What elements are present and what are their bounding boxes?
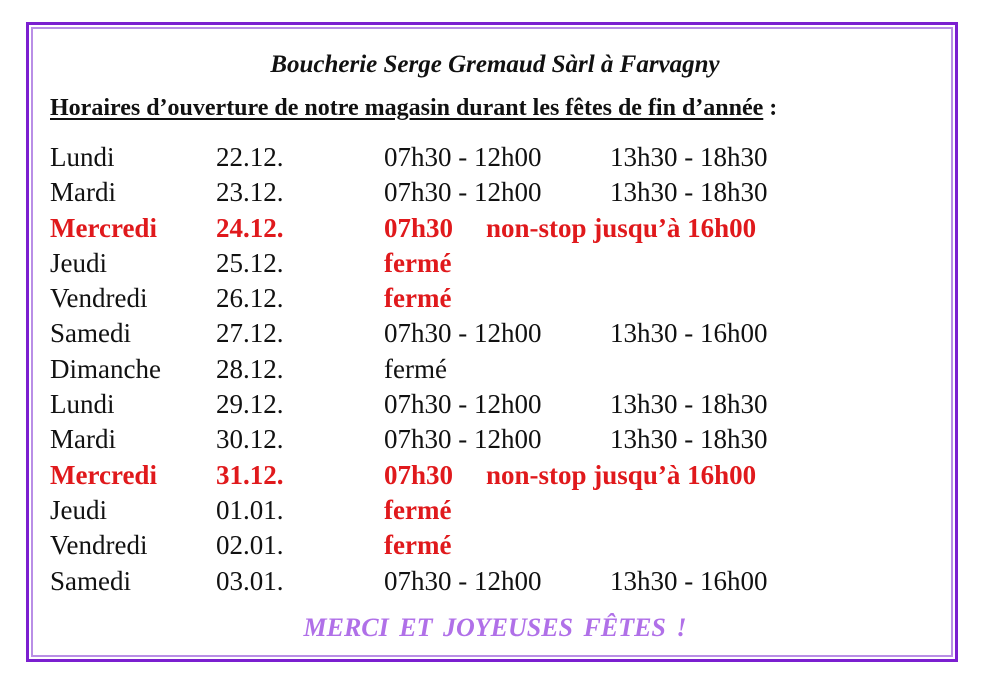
morning-hours: 07h30 - 12h00 [384, 389, 542, 420]
day-date: 29.12. [216, 389, 284, 420]
day-name: Jeudi [50, 247, 107, 278]
opening-time: 07h30 [384, 459, 454, 490]
day-date: 28.12. [216, 353, 284, 384]
day-date: 25.12. [216, 247, 284, 278]
season-greeting: MERCI ET JOYEUSES FÊTES ! [303, 613, 687, 642]
day-date: 24.12. [216, 212, 284, 243]
day-date: 31.12. [216, 459, 284, 490]
day-name: Lundi [50, 389, 115, 420]
day-name: Mercredi [50, 212, 157, 243]
morning-hours: 07h30 - 12h00 [384, 318, 542, 349]
day-name: Vendredi [50, 283, 148, 314]
day-date: 02.01. [216, 530, 284, 561]
day-date: 23.12. [216, 177, 284, 208]
schedule-row [50, 528, 930, 563]
schedule-heading-colon: : [763, 95, 778, 121]
shop-title: Boucherie Serge Gremaud Sàrl à Farvagny [270, 51, 720, 78]
day-date: 26.12. [216, 283, 284, 314]
afternoon-hours: 13h30 - 16h00 [610, 318, 768, 349]
day-name: Jeudi [50, 494, 107, 525]
schedule-row [50, 387, 930, 422]
afternoon-hours: 13h30 - 18h30 [610, 177, 768, 208]
opening-hours-list [50, 140, 930, 599]
schedule-heading-text: Horaires d’ouverture de notre magasin durant les fêtes de fin d’année [50, 95, 764, 121]
day-name: Dimanche [50, 353, 161, 384]
closed-label: fermé [384, 353, 447, 384]
schedule-row-special [50, 211, 930, 246]
schedule-row [50, 352, 930, 387]
afternoon-hours: 13h30 - 16h00 [610, 565, 768, 596]
schedule-row [50, 175, 930, 210]
schedule-row [50, 281, 930, 316]
afternoon-hours: 13h30 - 18h30 [610, 389, 768, 420]
day-name: Mardi [50, 424, 116, 455]
day-name: Samedi [50, 565, 131, 596]
schedule-row-special [50, 458, 930, 493]
day-name: Samedi [50, 318, 131, 349]
day-date: 27.12. [216, 318, 284, 349]
schedule-heading [50, 93, 777, 123]
closed-label: fermé [384, 247, 452, 278]
schedule-row [50, 246, 930, 281]
schedule-row [50, 140, 930, 175]
opening-time: 07h30 [384, 212, 454, 243]
closed-label: fermé [384, 283, 452, 314]
schedule-row [50, 422, 930, 457]
day-name: Lundi [50, 142, 115, 172]
morning-hours: 07h30 - 12h00 [384, 177, 542, 208]
non-stop-hours: non-stop jusqu’à 16h00 [486, 212, 757, 243]
morning-hours: 07h30 - 12h00 [384, 565, 542, 596]
day-name: Mardi [50, 177, 116, 208]
morning-hours: 07h30 - 12h00 [384, 424, 542, 455]
day-date: 03.01. [216, 565, 284, 596]
day-date: 30.12. [216, 424, 284, 455]
day-name: Mercredi [50, 459, 157, 490]
afternoon-hours: 13h30 - 18h30 [610, 142, 768, 172]
closed-label: fermé [384, 530, 452, 561]
closed-label: fermé [384, 494, 452, 525]
day-date: 22.12. [216, 142, 284, 172]
schedule-row [50, 316, 930, 351]
schedule-row [50, 493, 930, 528]
day-name: Vendredi [50, 530, 148, 561]
morning-hours: 07h30 - 12h00 [384, 142, 542, 172]
non-stop-hours: non-stop jusqu’à 16h00 [486, 459, 757, 490]
day-date: 01.01. [216, 494, 284, 525]
schedule-row [50, 564, 930, 599]
afternoon-hours: 13h30 - 18h30 [610, 424, 768, 455]
